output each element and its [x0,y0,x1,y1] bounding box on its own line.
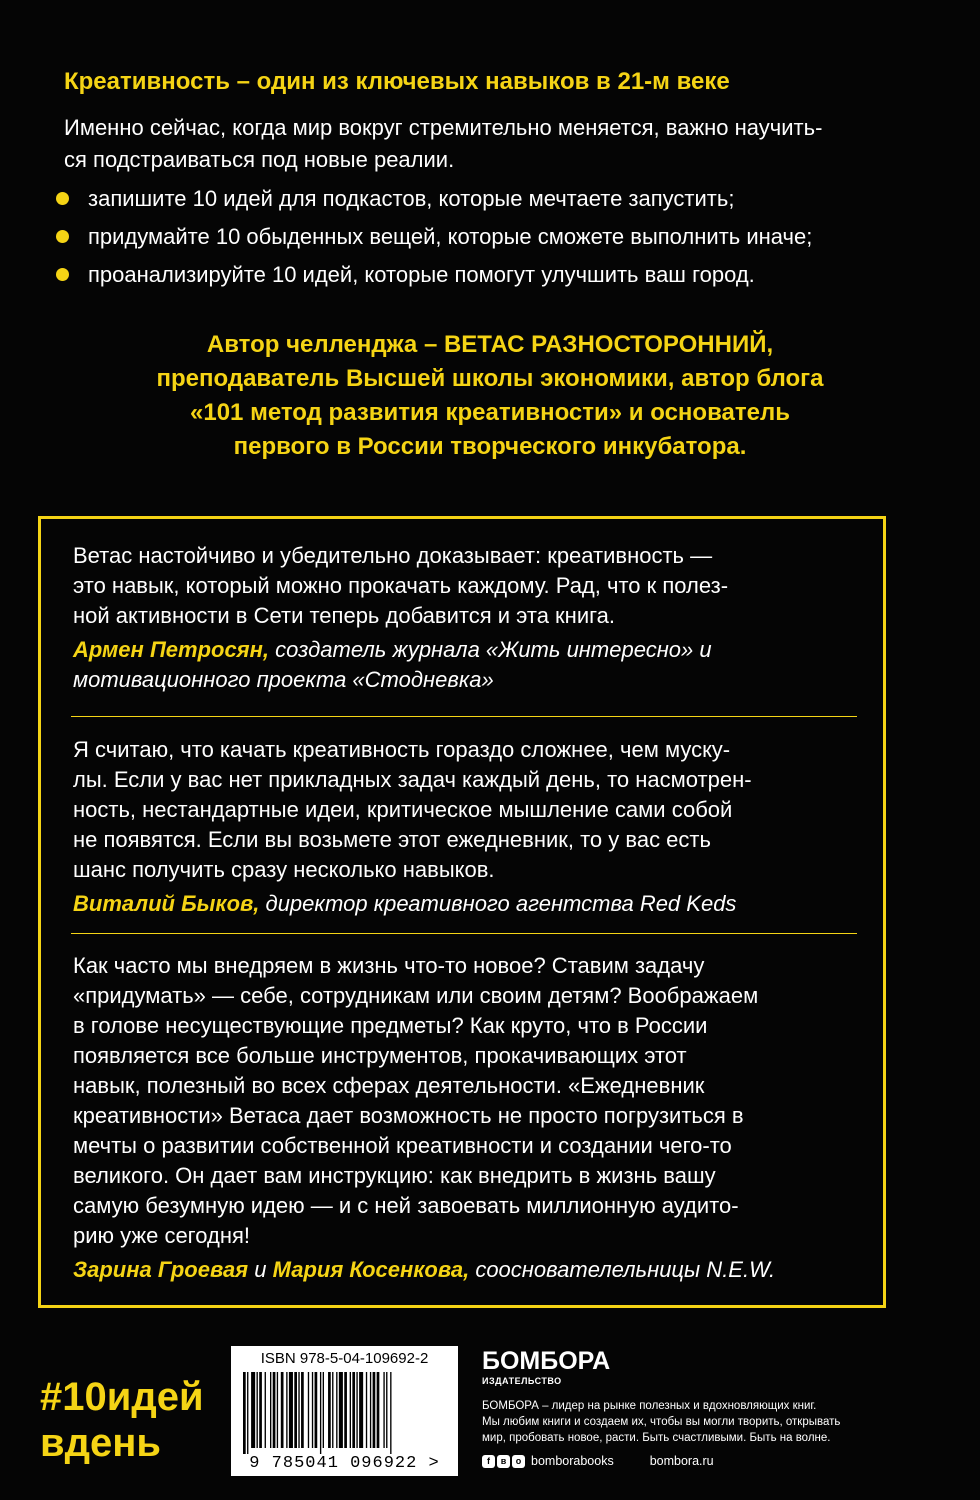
testimonials-box [38,516,886,1308]
intro-paragraph [64,112,924,176]
author-line-4: первого в России творческого инкубатора. [233,433,747,460]
publisher-links [482,1454,922,1468]
barcode-bars-icon [239,1372,450,1454]
isbn-label: ISBN 978-5-04-109692-2 [260,1350,429,1367]
testimonial-author: Зарина Гроевая [73,1257,249,1282]
testimonial-author: Виталий Быков, [73,891,260,916]
author-line-1: Автор челленджа – ВЕТАС РАЗНОСТОРОННИЙ, [206,331,774,358]
bullet-dot-icon [56,268,69,281]
testimonial-role: сооснователельницы N.E.W. [469,1257,776,1282]
list-item [56,218,936,256]
list-item-text: запишите 10 идей для подкастов, которые мечтаете запустить; [88,186,735,211]
barcode-digits: 9 785041 096922 > [249,1454,440,1473]
testimonial-attribution [73,889,863,919]
publisher-desc-line-2: Мы любим книги и создаем их, чтобы вы могли творить, открывать [482,1416,841,1428]
hashtag-line-2: вдень [40,1421,161,1465]
publisher-block [482,1348,922,1468]
testimonial-text: Ветас настойчиво и убедительно доказывает: креативность — это навык, который можно прокачать каждому. Рад, что к полез- ной активности в Сети теперь добавится и эта книга. [73,543,729,628]
facebook-icon[interactable]: f [482,1455,495,1468]
publisher-logo: БОМБОРА [482,1347,611,1375]
challenge-list [56,180,936,294]
vk-icon[interactable]: в [497,1455,510,1468]
list-item-text: придумайте 10 обыденных вещей, которые сможете выполнить иначе; [88,224,813,249]
author-line-2: преподаватель Высшей школы экономики, автор блога [156,365,824,392]
barcode [231,1346,458,1476]
author-block [40,328,940,464]
testimonial-author: Армен Петросян, [73,637,270,662]
intro-line-2: ся подстраиваться под новые реалии. [64,147,455,172]
list-item [56,256,936,294]
testimonial-conjunction: и [248,1257,273,1282]
testimonial-text: Я считаю, что качать креативность гораздо сложнее, чем мускy- лы. Если у вас нет прикладных задач каждый день, то насмотрен- ность, нестандартные идеи, критическое мышление сами собой не появятся. Если вы возьмете этот ежедневник, то у вас есть шанс получить сразу несколько навыков. [73,737,752,882]
testimonial-role: создатель журнала «Жить интересно» и мотивационного проекта «Стодневка» [73,637,712,692]
publisher-subtitle: ИЗДАТЕЛЬСТВО [482,1376,562,1386]
testimonial-attribution [73,1255,863,1285]
testimonial-role: директор креативного агентства Red Keds [259,891,737,916]
hashtag-line-1: #10идей [40,1375,204,1419]
divider [71,716,857,717]
testimonial-text: Как часто мы внедряем в жизнь что-то новое? Ставим задачу «придумать» — себе, сотрудникам или своим детям? Воображаем в голове несуществующие предметы? Как круто, что в России появляется все больше инструментов, прокачивающих этот навык, полезный во всех сферах деятельности. «Ежедневник креативности» Ветаса дает возможность не просто погрузиться в мечты о развитии собственной креативности и создании чего-то великого. Он дает вам инструкцию: как внедрить в жизнь вашу самую безумную идею — и с ней завоевать миллионную аудито- рию уже сегодня! [73,953,759,1248]
testimonial-attribution [73,635,863,695]
author-line-3: «101 метод развития креативности» и основатель [190,399,790,426]
website-link[interactable]: bombora.ru [649,1454,714,1468]
bullet-dot-icon [56,192,69,205]
list-item-text: проанализируйте 10 идей, которые помогут улучшить ваш город. [88,262,755,287]
testimonial [73,951,863,1285]
intro-line-1: Именно сейчас, когда мир вокруг стремительно меняется, важно научить- [64,115,823,140]
publisher-desc-line-3: мир, пробовать новое, расти. Быть счастливыми. Быть на волне. [482,1432,831,1444]
publisher-description [482,1398,922,1446]
social-handle-link[interactable]: bomborabooks [531,1454,614,1468]
list-item [56,180,936,218]
hashtag [40,1374,230,1466]
testimonial [73,735,863,919]
divider [71,933,857,934]
publisher-desc-line-1: БОМБОРА – лидер на рынке полезных и вдохновляющих книг. [482,1400,817,1412]
ok-icon[interactable]: о [512,1455,525,1468]
testimonial [73,541,863,695]
testimonial-author-2: Мария Косенкова, [272,1257,470,1282]
bullet-dot-icon [56,230,69,243]
main-heading: Креативность – один из ключевых навыков в 21-м веке [64,68,730,95]
